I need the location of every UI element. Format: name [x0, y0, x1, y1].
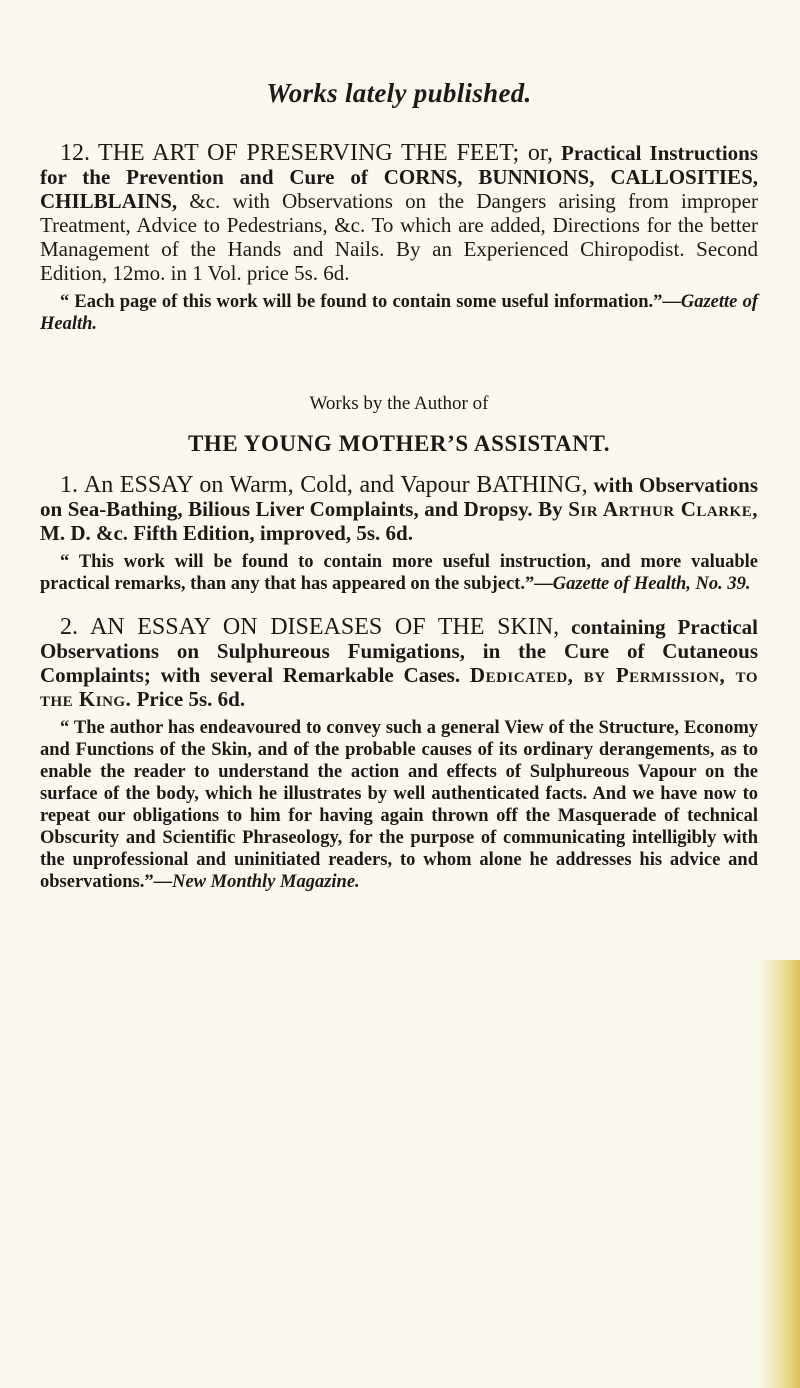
entry-2-paragraph — [40, 615, 758, 711]
entry-12-quote-text: “ Each page of this work will be found to contain some useful information.”— — [60, 292, 681, 312]
entry-1-paragraph — [40, 473, 758, 545]
entry-12-quote — [40, 291, 758, 335]
entry-1-number: 1. — [60, 472, 78, 498]
entry-2-body: containing Practical Observations on Sulphureous Fumigations, in the Cure of Cutaneous Complaints; with several Remarkable Cases. — [40, 615, 759, 687]
entry-12-body: &c. with Observations on the Dangers arising from improper Treatment, Advice to Pedestrians, &c. To which are added, Directions for the better Management of the Hands and Nails. By an Experienced Chiropodist. Second Edition, 12mo. in 1 Vol. price 5s. 6d. — [40, 189, 758, 285]
entry-1-author: Sir Arthur Clarke, — [568, 497, 758, 521]
entry-12-separator: ; or, — [512, 140, 553, 166]
entry-12 — [40, 141, 758, 335]
entry-2-number: 2. — [60, 614, 78, 640]
entry-1-quote — [40, 551, 758, 595]
entry-12-quote-source: Gazette of Health. — [40, 292, 758, 334]
entry-12-number: 12. — [60, 140, 90, 166]
entry-2-quote — [40, 717, 758, 893]
entry-2 — [40, 615, 758, 893]
entry-1 — [40, 473, 758, 595]
text-column — [40, 78, 758, 893]
byline: Works by the Author of — [309, 393, 489, 414]
page-heading: Works lately published. — [266, 78, 532, 108]
entry-12-title: THE ART OF PRESERVING THE FEET — [98, 140, 513, 166]
entry-12-lead: Practical Instructions for the Prevention and Cure of — [40, 141, 759, 189]
entry-1-title: An ESSAY on Warm, Cold, and Vapour BATHING, — [83, 472, 588, 498]
entry-2-price: Price 5s. 6d. — [136, 687, 246, 711]
entry-1-body-b: M. D. &c. Fifth Edition, improved, 5s. 6d. — [40, 521, 413, 545]
entry-1-quote-text: “ This work will be found to contain more useful instruction, and more valuable practical remarks, than any that has appeared on the subject.”— — [40, 552, 758, 594]
entry-2-dedication: Dedicated, by Permission, to the King. — [40, 663, 758, 711]
entry-12-caps: CORNS, BUNNIONS, CALLOSITIES, CHILBLAINS, — [40, 165, 758, 213]
entry-12-paragraph — [40, 141, 758, 285]
entry-2-quote-source: New Monthly Magazine. — [172, 872, 360, 892]
entry-2-title: AN ESSAY ON DISEASES OF THE SKIN, — [89, 614, 560, 640]
section-title: THE YOUNG MOTHER’S ASSISTANT. — [187, 431, 611, 456]
entry-1-body-a: with Observations on Sea-Bathing, Bilious Liver Complaints, and Dropsy. By — [40, 473, 759, 521]
entry-2-quote-text: “ The author has endeavoured to convey such a general View of the Structure, Economy and Functions of the Skin, and of the probable causes of its ordinary derangements, as to enable the reader to understand the action and effects of Sulphureous Vapour on the surface of the body, which he illustrates by well authenticated facts. And we have now to repeat our obligations to him for having again thrown off the Masquerade of technical Obscurity and Scientific Phraseology, for the purpose of communicating intelligibly with the unprofessional and uninitiated readers, to whom alone he addresses his advice and observations.”— — [40, 718, 758, 892]
entry-1-quote-source: Gazette of Health, No. 39. — [552, 574, 751, 594]
page-edge-stain — [758, 960, 800, 1388]
